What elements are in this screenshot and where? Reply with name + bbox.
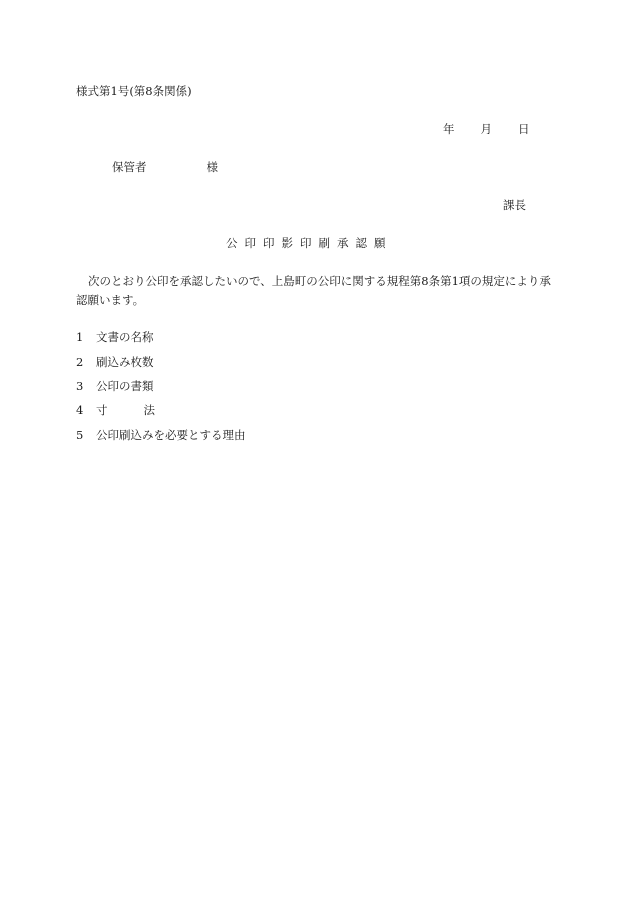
- item-number: 5: [76, 428, 84, 442]
- month-label: 月: [480, 122, 492, 136]
- item-number: 4: [76, 403, 84, 417]
- item-label: 刷込み枚数: [96, 355, 154, 369]
- item-label: 文書の名称: [96, 330, 154, 344]
- date-row: [443, 122, 530, 137]
- item-label: 公印の書類: [96, 379, 154, 393]
- list-item: [76, 403, 191, 418]
- list-item: [76, 379, 154, 394]
- day-label: 日: [518, 122, 530, 136]
- item-number: 2: [76, 355, 84, 369]
- list-item: [76, 330, 154, 345]
- form-number: 様式第1号(第8条関係): [76, 84, 192, 98]
- list-item: [76, 355, 154, 370]
- sender: 課長: [503, 198, 526, 212]
- item-number: 1: [76, 330, 84, 344]
- list-item: [76, 428, 246, 443]
- item-label: 公印刷込みを必要とする理由: [96, 428, 246, 442]
- body-text: 次のとおり公印を承認したいので、上島町の公印に関する規程第8条第1項の規定により承認願います。: [76, 274, 551, 307]
- addressee-honorific: 様: [206, 160, 218, 174]
- year-label: 年: [443, 122, 455, 136]
- addressee-role: 保管者: [112, 160, 147, 174]
- item-label: 寸法: [96, 403, 191, 417]
- item-number: 3: [76, 379, 84, 393]
- document-title: 公印印影印刷承認願: [226, 236, 393, 250]
- addressee: [112, 160, 218, 175]
